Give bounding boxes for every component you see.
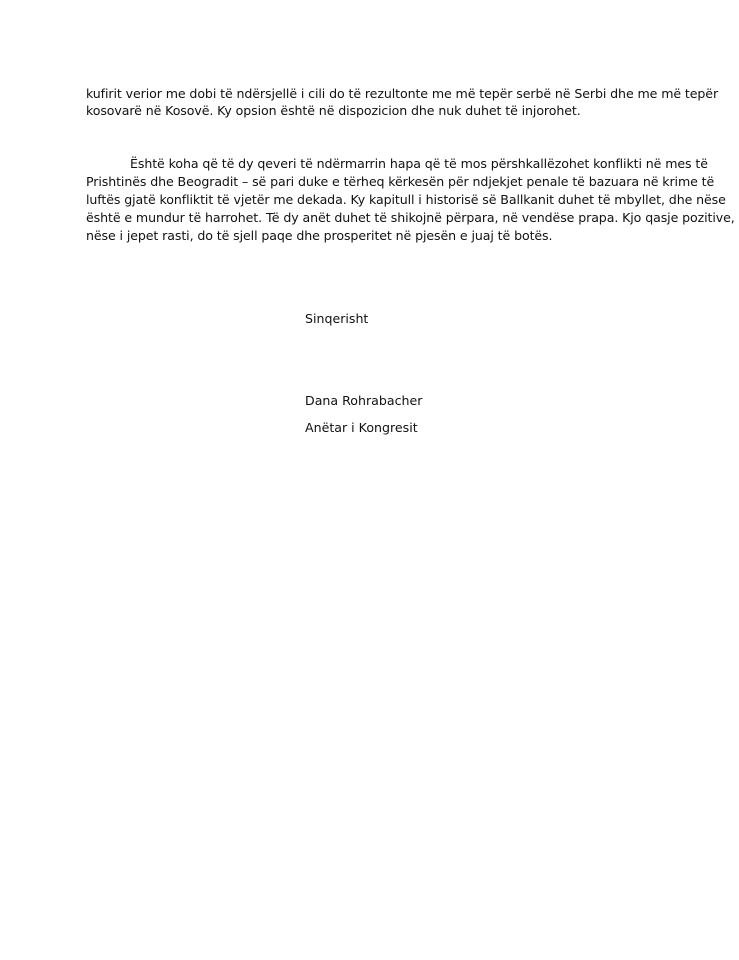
paragraph-2-line-1: Është koha që të dy qeveri të ndërmarrin hapa që të mos përshkallëzohet konflikti në mes të xyxy=(130,156,708,171)
paragraph-1-line-1: kufirit verior me dobi të ndërsjellë i cili do të rezultonte me më tepër serbë në Serbi dhe me më tepër xyxy=(86,86,719,101)
signer-name: Dana Rohrabacher xyxy=(305,393,423,408)
paragraph-2-line-3: luftës gjatë konfliktit të vjetër me dekada. Ky kapitull i historisë së Ballkanit duhet të mbyllet, dhe nëse xyxy=(86,192,726,207)
paragraph-1-line-2: kosovarë në Kosovë. Ky opsion është në dispozicion dhe nuk duhet të injorohet. xyxy=(86,103,581,118)
closing-salutation: Sinqerisht xyxy=(305,311,369,326)
paragraph-2-line-5: nëse i jepet rasti, do të sjell paqe dhe prosperitet në pjesën e juaj të botës. xyxy=(86,228,553,243)
signer-title: Anëtar i Kongresit xyxy=(305,420,418,435)
paragraph-2-line-2: Prishtinës dhe Beogradit – së pari duke e tërheq kërkesën për ndjekjet penale të bazuara në krime të xyxy=(86,174,715,189)
paragraph-2-line-4: është e mundur të harrohet. Të dy anët duhet të shikojnë përpara, në vendëse prapa. Kjo qasje pozitive, xyxy=(86,210,735,225)
